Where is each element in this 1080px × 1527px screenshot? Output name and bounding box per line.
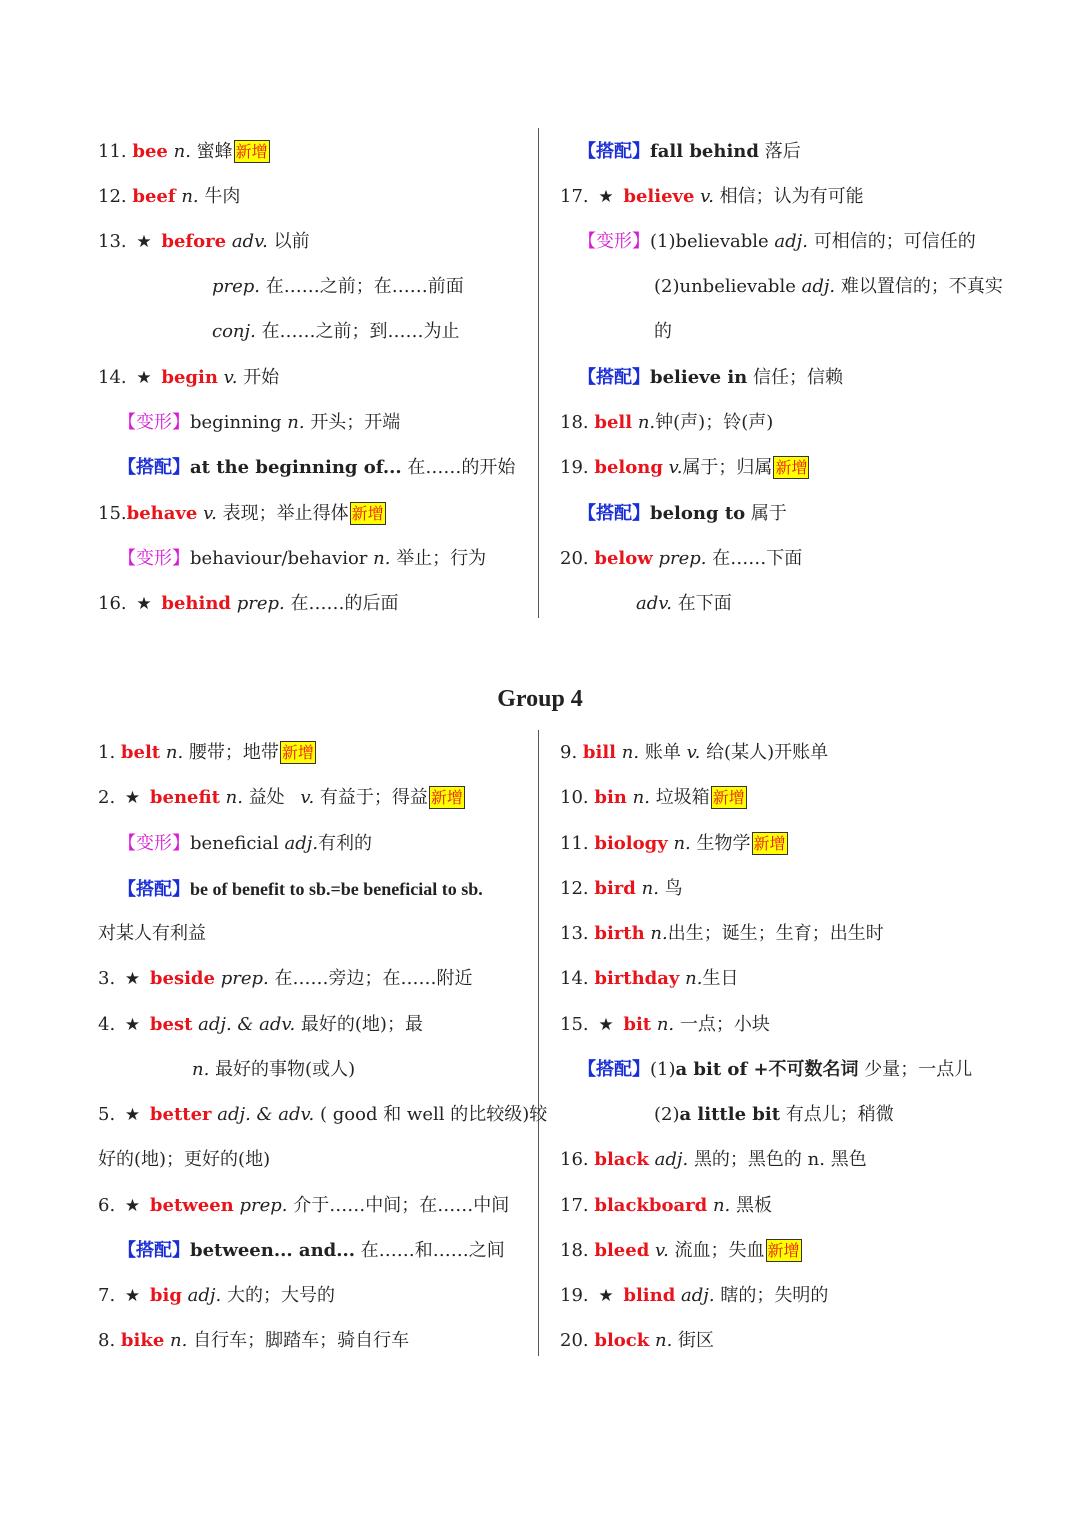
part-of-speech: n. [632,787,650,808]
entry-behind [98,591,399,617]
definition: 介于……中间；在……中间 [293,1195,510,1216]
part-of-speech: adj. [681,1285,715,1306]
entry-belong [560,455,809,481]
collocation-line [118,876,483,902]
definition: 生物学 [696,833,751,854]
part-of-speech: n. [287,412,305,433]
definition: 在……的开始 [407,457,516,478]
headword: best [149,1014,193,1035]
part-of-speech: v. [223,367,238,388]
entry-number: 16. [98,593,127,614]
headword: better [149,1104,212,1125]
part-of-speech: prep. [212,276,261,297]
entry-big [98,1283,335,1309]
part-of-speech: prep. [658,548,707,569]
definition: 落后 [764,141,801,162]
variant-word: beginning [190,412,282,433]
new-badge: 新增 [235,142,268,161]
sense-line [636,591,732,617]
star-icon: ★ [136,232,152,252]
entry-black [560,1147,867,1173]
variant-label: 【变形】 [118,548,190,569]
definition: 可相信的；可信任的 [813,231,976,252]
part-of-speech: n. [650,923,668,944]
part-of-speech: n. [807,1149,825,1170]
part-of-speech: prep. [236,593,285,614]
entry-birth [560,921,884,947]
entry-number: 3. [98,968,116,989]
collocation-line [578,139,801,165]
part-of-speech: n. [192,1059,210,1080]
collocation-label: 【搭配】 [578,503,650,524]
entry-number: 2. [98,787,116,808]
collocation-label: 【搭配】 [118,457,190,478]
new-badge: 新增 [767,1241,800,1260]
headword: before [161,231,227,252]
variant-word: (2)unbelievable [654,276,796,297]
entry-number: 4. [98,1014,116,1035]
new-badge: 新增 [775,458,808,477]
entry-belt [98,740,316,766]
part-of-speech: v. [686,742,701,763]
entry-bit [560,1012,770,1038]
part-of-speech: n. [225,787,243,808]
part-of-speech: v. [203,503,217,524]
definition: 出生；诞生；生育；出生时 [667,923,884,944]
definition: 相信；认为有可能 [719,186,864,207]
headword: big [149,1285,182,1306]
headword: bee [132,141,168,162]
collocation-phrase: a little bit [679,1104,781,1125]
entry-biology [560,831,788,857]
variant-word: (1)believable [650,231,769,252]
star-icon: ★ [124,1015,141,1035]
definition: 账单 [644,742,681,763]
collocation-phrase: at the beginning of... [190,457,402,478]
definition: 益处 [248,787,285,808]
definition: ( good 和 well 的比较级)较 [320,1104,548,1125]
entry-bleed [560,1238,802,1264]
variant-label: 【变形】 [578,231,650,252]
definition: 黑色 [830,1149,867,1170]
collocation-phrase: be of benefit to sb.=be beneficial to sb. [190,879,483,899]
definition: 大的；大号的 [226,1285,335,1306]
variant-label: 【变形】 [118,412,190,433]
headword: birthday [594,968,680,989]
entry-block [560,1328,714,1354]
entry-blind [560,1283,828,1309]
definition: 蜜蜂 [196,141,233,162]
part-of-speech: adj. & adv. [217,1104,315,1125]
definition: 牛肉 [204,186,241,207]
variant-line [118,410,400,436]
new-badge: 新增 [351,504,384,523]
headword: between [149,1195,234,1216]
definition: 在……下面 [712,548,803,569]
collocation-line [578,501,787,527]
definition: 有利的 [318,833,373,854]
part-of-speech: n. [165,742,184,763]
column-divider [538,730,539,1356]
definition: 在……之前；在……前面 [265,276,464,297]
collocation-phrase: between... and... [190,1240,356,1261]
headword: below [594,548,653,569]
part-of-speech: n. [685,968,703,989]
headword: bike [120,1330,165,1351]
headword: belong [594,457,663,478]
entry-number: 13. [560,923,589,944]
list-marker: (1) [650,1059,676,1080]
part-of-speech: n. [641,878,659,899]
headword: block [594,1330,650,1351]
star-icon: ★ [598,187,614,207]
definition: 腰带；地带 [188,742,279,763]
star-icon: ★ [598,1286,614,1306]
headword: bin [594,787,627,808]
definition: 有点儿；稍微 [785,1104,894,1125]
headword: black [594,1149,649,1170]
definition: 少量；一点儿 [864,1059,973,1080]
entry-number: 11. [98,141,127,162]
collocation-phrase: fall behind [650,141,759,162]
definition: 表现；举止得体 [222,503,349,524]
definition: 鸟 [664,878,683,899]
collocation-phrase: a bit of +不可数名词 [675,1059,859,1080]
definition: 好的(地)；更好的(地) [98,1149,271,1170]
headword: bit [623,1014,652,1035]
entry-number: 12. [98,186,127,207]
headword: biology [594,833,668,854]
part-of-speech: n. [181,186,199,207]
new-badge: 新增 [430,788,463,807]
definition: 垃圾箱 [655,787,710,808]
continuation-line [654,319,672,345]
variant-line [118,546,486,572]
headword: bleed [594,1240,650,1261]
variant-label: 【变形】 [118,833,190,854]
definition: 信任；信赖 [753,367,844,388]
part-of-speech: n. [637,412,656,433]
definition: 的 [654,321,672,342]
entry-begin [98,365,279,391]
part-of-speech: n. [656,1014,675,1035]
part-of-speech: prep. [239,1195,288,1216]
column-divider [538,128,539,618]
definition: 在……旁边；在……附近 [274,968,473,989]
variant-line [578,229,976,255]
collocation-label: 【搭配】 [118,1240,190,1261]
headword: behave [126,503,198,524]
part-of-speech: v. [655,1240,669,1261]
entry-benefit [98,785,465,811]
entry-number: 7. [98,1285,116,1306]
entry-beside [98,966,472,992]
sense-line [212,274,464,300]
headword: bill [582,742,617,763]
definition: 属于；归属 [682,457,773,478]
headword: benefit [149,787,220,808]
part-of-speech: v. [700,186,714,207]
part-of-speech: n. [373,548,391,569]
entry-bell [560,410,773,436]
part-of-speech: n. [173,141,191,162]
definition: 最好的(地)；最 [300,1014,423,1035]
part-of-speech: v. [300,787,315,808]
variant-word: beneficial [190,833,279,854]
part-of-speech: adj. [187,1285,222,1306]
headword: believe [623,186,695,207]
new-badge: 新增 [712,788,745,807]
entry-bin [560,785,747,811]
definition: 一点；小块 [679,1014,770,1035]
list-marker: (2) [654,1104,680,1125]
entry-below [560,546,802,572]
collocation-line [118,1238,505,1264]
definition: 开始 [243,367,280,388]
entry-number: 15. [560,1014,589,1035]
entry-number: 14. [98,367,127,388]
group-title: Group 4 [497,686,583,712]
definition: 属于 [750,503,787,524]
entry-best [98,1012,423,1038]
definition: 有益于；得益 [319,787,428,808]
part-of-speech: adj. & adv. [198,1014,296,1035]
entry-number: 9. [560,742,578,763]
variant-line [654,274,1003,300]
entry-number: 8. [98,1330,116,1351]
entry-better [98,1102,547,1128]
part-of-speech: adv. [636,593,673,614]
star-icon: ★ [124,1286,141,1306]
star-icon: ★ [124,969,141,989]
collocation-label: 【搭配】 [118,879,190,900]
star-icon: ★ [598,1015,614,1035]
entry-number: 19. [560,457,589,478]
entry-number: 19. [560,1285,589,1306]
definition: 黑板 [736,1195,773,1216]
headword: bird [594,878,636,899]
definition: 钟(声)；铃(声) [655,412,774,433]
collocation-label: 【搭配】 [578,367,650,388]
entry-bee [98,139,270,165]
entry-birthday [560,966,738,992]
entry-number: 18. [560,1240,589,1261]
headword: behind [161,593,231,614]
part-of-speech: adj. [774,231,808,252]
entry-behave [98,501,386,527]
headword: begin [161,367,218,388]
variant-word: behaviour/behavior [190,548,368,569]
entry-number: 15. [98,503,127,524]
definition: 在……的后面 [290,593,399,614]
part-of-speech: adj. [654,1149,689,1170]
definition: 瞎的；失明的 [720,1285,829,1306]
entry-number: 10. [560,787,589,808]
definition: 在……之前；到……为止 [261,321,460,342]
collocation-line [578,1057,972,1083]
star-icon: ★ [136,594,152,614]
definition: 自行车；脚踏车；骑自行车 [193,1330,410,1351]
entry-number: 17. [560,1195,589,1216]
star-icon: ★ [136,368,152,388]
part-of-speech: n. [170,1330,188,1351]
entry-number: 11. [560,833,589,854]
part-of-speech: adj. [801,276,836,297]
entry-before [98,229,310,255]
entry-number: 13. [98,231,127,252]
entry-beef [98,184,240,210]
new-badge: 新增 [281,743,314,762]
entry-blackboard [560,1193,772,1219]
headword: belt [120,742,161,763]
headword: blind [623,1285,676,1306]
part-of-speech: conj. [212,321,256,342]
entry-bird [560,876,683,902]
collocation-line [654,1102,894,1128]
entry-number: 5. [98,1104,116,1125]
definition: 举止；行为 [396,548,487,569]
entry-number: 6. [98,1195,116,1216]
part-of-speech: n. [673,833,691,854]
definition: 生日 [702,968,739,989]
headword: birth [594,923,645,944]
definition: 开头；开端 [310,412,401,433]
part-of-speech: prep. [220,968,269,989]
definition: 在……和……之间 [360,1240,505,1261]
entry-number: 18. [560,412,589,433]
definition: 流血；失血 [674,1240,765,1261]
continuation-line [98,1147,270,1173]
definition: 对某人有利益 [98,923,206,944]
entry-number: 20. [560,1330,589,1351]
entry-bike [98,1328,409,1354]
collocation-label: 【搭配】 [578,1059,650,1080]
part-of-speech: adj. [284,833,319,854]
definition: 黑的；黑色的 [693,1149,802,1170]
definition: 街区 [678,1330,715,1351]
sense-line [212,319,460,345]
entry-number: 1. [98,742,116,763]
collocation-line [118,455,515,481]
headword: beef [132,186,176,207]
part-of-speech: v. [668,457,683,478]
entry-number: 14. [560,968,589,989]
entry-number: 12. [560,878,589,899]
variant-line [118,831,372,857]
part-of-speech: n. [621,742,640,763]
definition: 以前 [273,231,310,252]
entry-believe [560,184,864,210]
definition: 在下面 [677,593,732,614]
collocation-label: 【搭配】 [578,141,650,162]
collocation-phrase: believe in [650,367,748,388]
headword: beside [149,968,215,989]
definition: 难以置信的；不真实 [840,276,1003,297]
collocation-line [578,365,843,391]
part-of-speech: n. [712,1195,731,1216]
sense-line [192,1057,355,1083]
collocation-phrase: belong to [650,503,746,524]
definition: 给(某人)开账单 [706,742,829,763]
entry-number: 17. [560,186,589,207]
continuation-line [98,921,206,947]
part-of-speech: adv. [231,231,268,252]
new-badge: 新增 [753,834,786,853]
definition: 最好的事物(或人) [215,1059,356,1080]
part-of-speech: n. [654,1330,673,1351]
star-icon: ★ [124,1105,141,1125]
entry-bill [560,740,828,766]
entry-number: 16. [560,1149,589,1170]
headword: bell [594,412,633,433]
star-icon: ★ [124,1196,141,1216]
entry-between [98,1193,509,1219]
entry-number: 20. [560,548,589,569]
headword: blackboard [594,1195,708,1216]
star-icon: ★ [124,788,141,808]
